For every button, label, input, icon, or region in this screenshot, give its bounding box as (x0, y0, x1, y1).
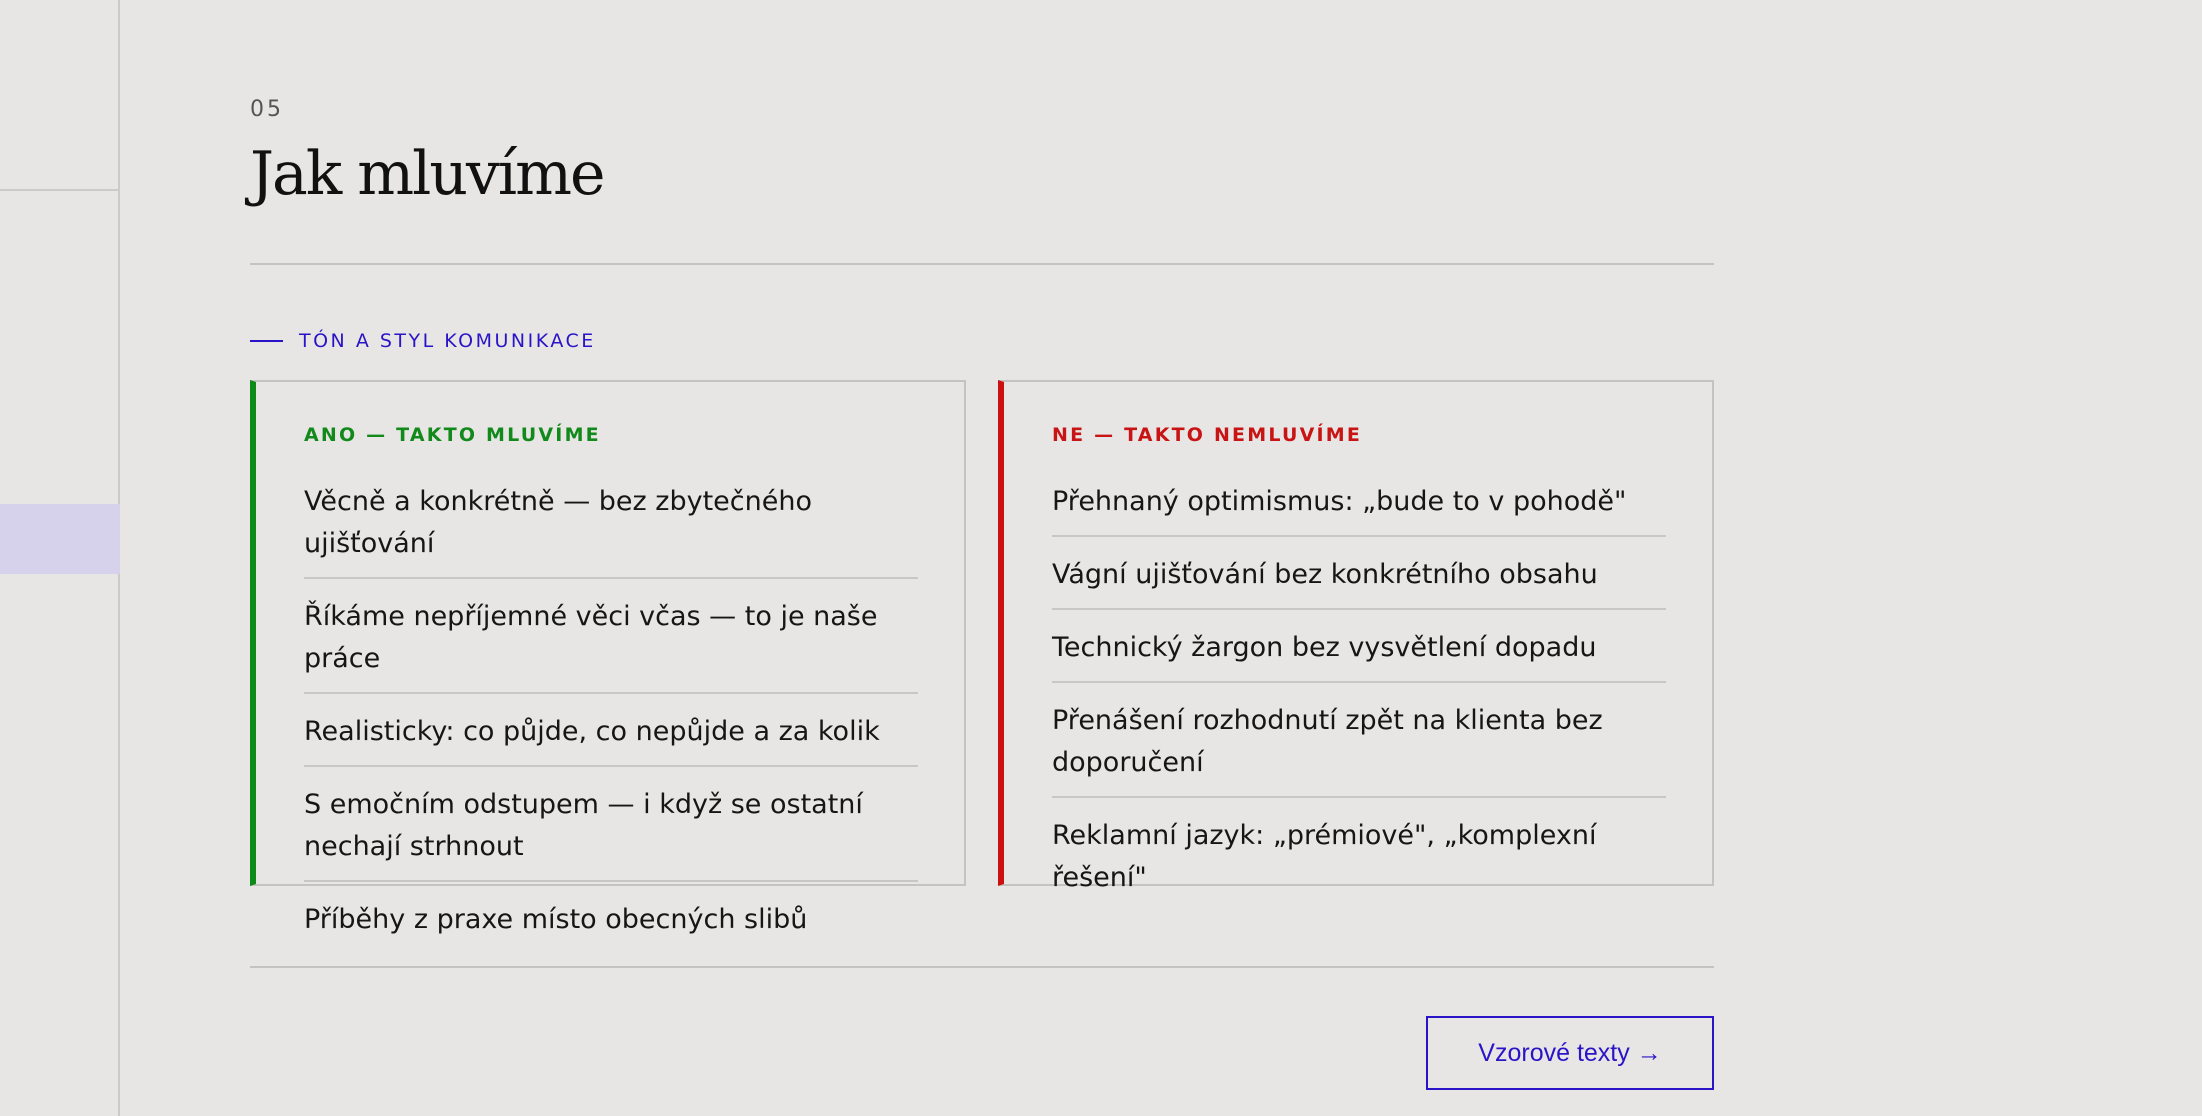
do-list (304, 476, 918, 953)
section-divider (250, 263, 1714, 265)
list-item: Realisticky: co půjde, co nepůjde a za kolik (304, 706, 918, 767)
list-item: Reklamní jazyk: „prémiové", „komplexní řešení" (1052, 820, 1597, 893)
list-item: Vágní ujišťování bez konkrétního obsahu (1052, 549, 1666, 610)
list-item: Technický žargon bez vysvětlení dopadu (1052, 622, 1666, 683)
list-item: Říkáme nepříjemné věci včas — to je naše práce (304, 591, 918, 694)
dont-list (1052, 476, 1666, 911)
dont-card (998, 380, 1714, 893)
list-item: Přenášení rozhodnutí zpět na klienta bez doporučení (1052, 695, 1666, 798)
footer-divider (250, 966, 1714, 968)
do-card (250, 380, 966, 935)
sidebar-divider (0, 189, 120, 191)
dont-card-heading: NE — TAKTO NEMLUVÍME (1052, 424, 1363, 446)
subsection-label: TÓN A STYL KOMUNIKACE (299, 330, 596, 352)
dash-icon (250, 340, 283, 342)
sample-texts-button[interactable]: Vzorové texty → (1426, 1016, 1714, 1090)
list-item: S emočním odstupem — i když se ostatní nechají strhnout (304, 779, 918, 882)
section-number: 05 (250, 97, 284, 122)
list-item: Přehnaný optimismus: „bude to v pohodě" (1052, 476, 1666, 537)
sidebar (0, 0, 120, 1116)
list-item: Věcně a konkrétně — bez zbytečného ujišťování (304, 476, 918, 579)
list-item: Příběhy z praxe místo obecných slibů (304, 904, 808, 935)
subsection-heading (250, 330, 596, 352)
do-card-heading: ANO — TAKTO MLUVÍME (304, 424, 601, 446)
page-title: Jak mluvíme (250, 139, 604, 209)
sidebar-active-item[interactable] (0, 504, 120, 574)
